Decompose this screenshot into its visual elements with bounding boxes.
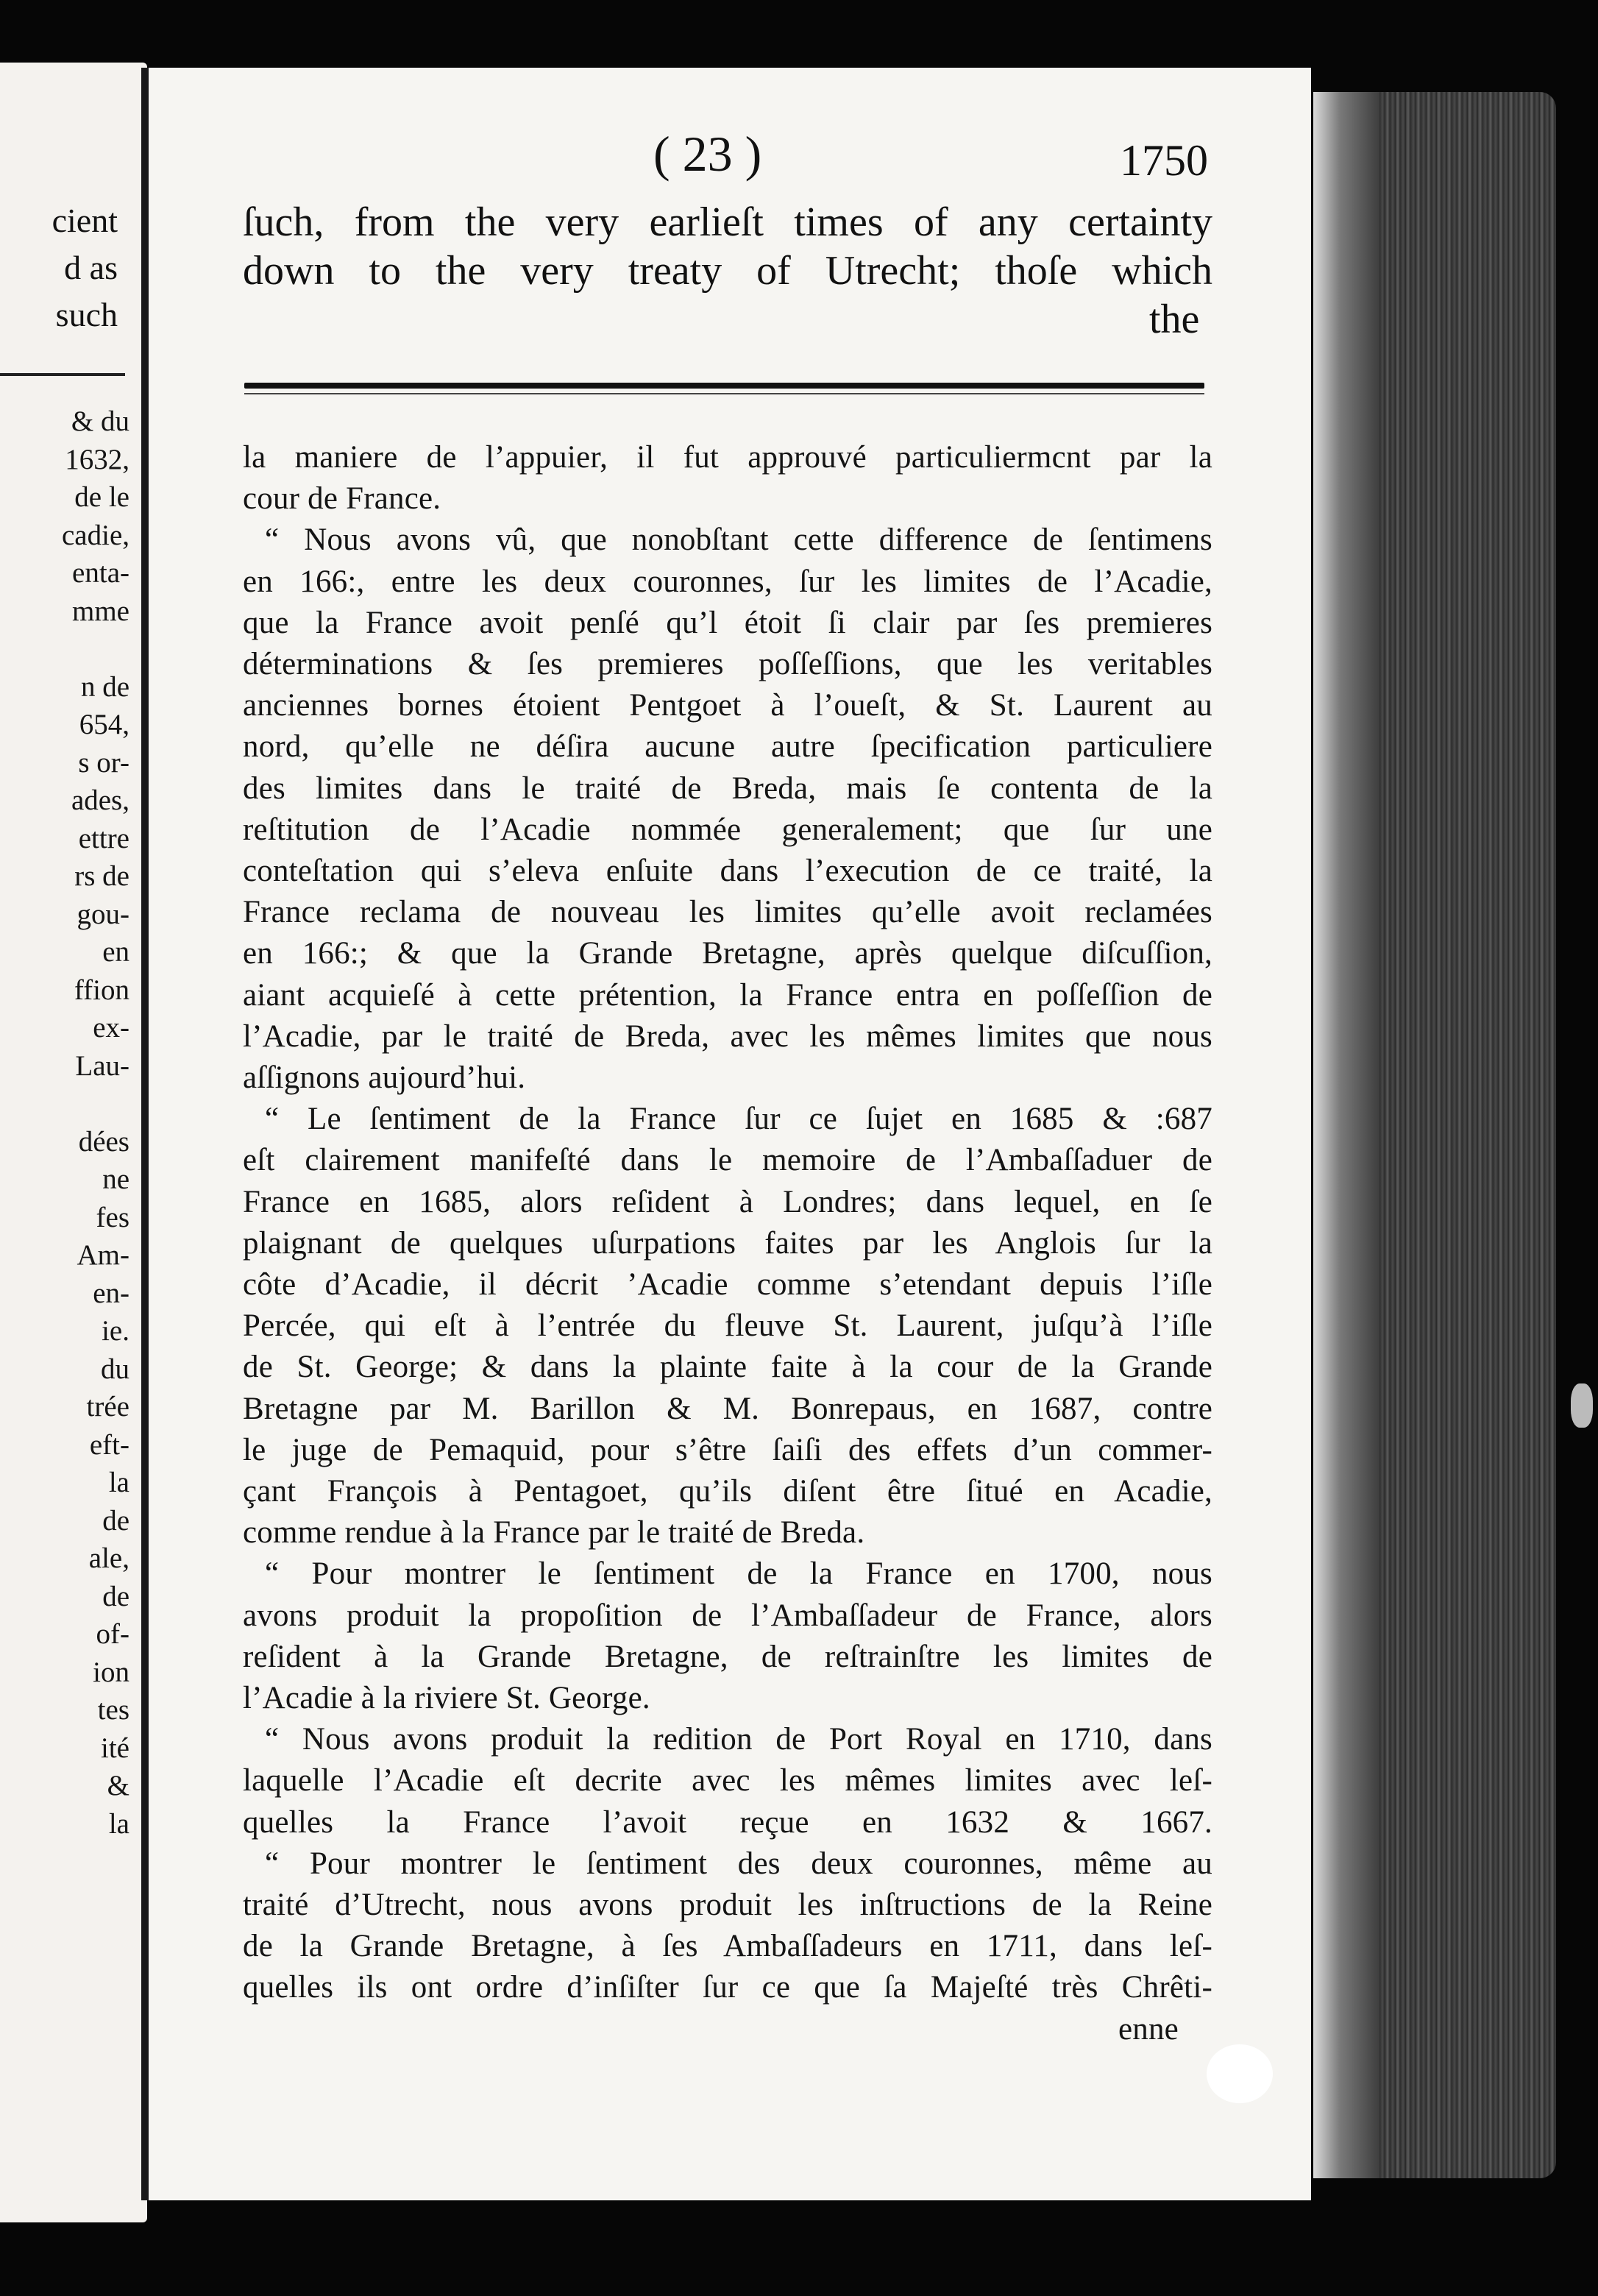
french-text-line: l’Acadie, par le traité de Breda, avec les mêmes limites que nous	[243, 1018, 1212, 1054]
french-text-line: çant François à Pentagoet, qu’ils diſent être ſitué en Acadie,	[243, 1474, 1212, 1509]
facing-text-fragment: rs de	[74, 860, 129, 892]
french-text-line: que la France avoit penſé qu’l étoit ſi clair par ſes premieres	[243, 605, 1212, 640]
facing-text-fragment: la	[108, 1467, 129, 1498]
french-text-line: “ Pour montrer le ſentiment des deux couronnes, même au	[265, 1846, 1212, 1881]
french-text-line: en 166:; & que la Grande Bretagne, après quelque diſcuſſion,	[243, 936, 1212, 971]
facing-text-fragment: ale,	[88, 1542, 129, 1574]
french-text-line: conteſtation qui s’eleva enſuite dans l’execution de ce traité, la	[243, 854, 1212, 888]
french-text-line: traité d’Utrecht, nous avons produit les inſtructions de la Reine	[243, 1888, 1212, 1922]
section-rule	[244, 383, 1204, 389]
french-text-line: quelles ils ont ordre d’inſiſter ſur ce que ſa Majeſté très Chrêti-	[243, 1970, 1212, 2005]
french-text-line: côte d’Acadie, il décrit ’Acadie comme s’etendant depuis l’iſle	[243, 1267, 1212, 1302]
french-text-line: cour de France.	[243, 481, 441, 517]
facing-text-fragment: 654,	[79, 709, 129, 740]
facing-text-fragment: ffion	[74, 974, 129, 1006]
french-text-line: avons produit la propoſition de l’Ambaſſadeur de France, alors	[243, 1598, 1212, 1633]
facing-text-fragment: du	[101, 1353, 129, 1385]
facing-header-line: such	[55, 296, 118, 333]
french-text-line: France reclama de nouveau les limites qu’elle avoit reclamées	[243, 895, 1212, 930]
french-text-line: l’Acadie à la riviere St. George.	[243, 1681, 650, 1715]
french-text-line: reſtitution de l’Acadie nommée generalement; que ſur une	[243, 812, 1212, 847]
facing-text-fragment: en	[102, 936, 129, 968]
facing-text-fragment: eft-	[89, 1428, 129, 1461]
facing-text-fragment: gou-	[77, 898, 129, 930]
french-text-line: anciennes bornes étoient Pentgoet à l’oueſt, & St. Laurent au	[243, 688, 1212, 723]
facing-text-fragment: de	[102, 1504, 129, 1537]
running-year: 1750	[1120, 136, 1208, 185]
facing-text-fragment: de	[102, 1580, 129, 1612]
english-text-line: ſuch, from the very earlieſt times of any certainty	[243, 199, 1212, 245]
french-text-line: comme rendue à la France par le traité de Breda.	[243, 1515, 865, 1551]
french-text-line: laquelle l’Acadie eſt decrite avec les mêmes limites avec leſ-	[243, 1763, 1212, 1799]
facing-text-fragment: en-	[93, 1277, 129, 1309]
french-text-line: la maniere de l’appuier, il fut approuvé particuliermcnt par la	[243, 440, 1212, 475]
facing-text-fragment: dées	[78, 1125, 129, 1158]
french-text-line: de St. George; & dans la plainte faite à la cour de la Grande	[243, 1350, 1212, 1385]
speck	[1571, 1383, 1593, 1428]
french-text-line: plaignant de quelques uſurpations faites par les Anglois ſur la	[243, 1225, 1212, 1261]
facing-header-line: d as	[64, 249, 118, 286]
facing-text-fragment: ne	[102, 1163, 129, 1195]
french-text-line: en 166:, entre les deux couronnes, ſur les limites de l’Acadie,	[243, 564, 1212, 599]
french-text-line: enne	[1118, 2011, 1179, 2047]
page-number: ( 23 )	[653, 126, 762, 182]
facing-text-fragment: ie.	[102, 1315, 129, 1347]
facing-text-fragment: ité	[101, 1732, 129, 1764]
french-text-line: “ Nous avons produit la redition de Port Royal en 1710, dans	[265, 1722, 1212, 1757]
french-text-line: le juge de Pemaquid, pour s’être ſaiſi des effets d’un commer-	[243, 1432, 1212, 1467]
french-text-line: eſt clairement manifeſté dans le memoire de l’Ambaſſaduer de	[243, 1143, 1212, 1178]
book-edge-shade	[1313, 92, 1379, 2178]
book-page	[141, 68, 1311, 2200]
facing-text-fragment: ettre	[78, 822, 129, 854]
facing-page	[0, 63, 147, 2222]
section-rule-thin	[244, 393, 1204, 394]
french-text-line: “ Nous avons vû, que nonobſtant cette difference de ſentimens	[265, 522, 1212, 558]
english-text-line: down to the very treaty of Utrecht; thoſe which	[243, 248, 1212, 294]
french-text-line: Bretagne par M. Barillon & M. Bonrepaus, en 1687, contre	[243, 1391, 1212, 1426]
facing-text-fragment: cadie,	[61, 519, 129, 551]
facing-text-fragment: s or-	[78, 746, 129, 779]
facing-text-fragment: fes	[96, 1201, 129, 1233]
english-catchword: the	[1149, 297, 1200, 342]
french-text-line: “ Pour montrer le ſentiment de la France en 1700, nous	[265, 1556, 1212, 1592]
facing-text-fragment: n de	[80, 670, 129, 703]
facing-header-line: cient	[52, 202, 118, 239]
facing-text-fragment: Lau-	[75, 1049, 129, 1082]
facing-rule	[0, 373, 125, 376]
facing-text-fragment: of-	[96, 1618, 129, 1650]
french-text-line: de la Grande Bretagne, à ſes Ambaſſadeurs en 1711, dans leſ-	[243, 1929, 1212, 1964]
french-text-line: quelles la France l’avoit reçue en 1632 & 1667.	[243, 1804, 1212, 1840]
facing-text-fragment: ades,	[71, 784, 129, 816]
french-text-line: déterminations & ſes premieres poſſeſſions, que les veritables	[243, 647, 1212, 681]
french-text-line: France en 1685, alors reſident à Londres; dans lequel, en ſe	[243, 1184, 1212, 1219]
french-text-line: reſident à la Grande Bretagne, de reſtrainſtre les limites de	[243, 1639, 1212, 1674]
facing-text-fragment: ex-	[93, 1012, 129, 1044]
french-text-line: des limites dans le traité de Breda, mais ſe contenta de la	[243, 770, 1212, 806]
facing-text-fragment: mme	[72, 595, 129, 627]
facing-text-fragment: 1632,	[65, 443, 129, 475]
french-text-line: aiant acquieſé à cette prétention, la France entra en poſſeſſion de	[243, 977, 1212, 1013]
french-text-line: Percée, qui eſt à l’entrée du fleuve St. Laurent, juſqu’à l’iſle	[243, 1308, 1212, 1344]
facing-text-fragment: de le	[74, 481, 129, 513]
french-text-line: aſſignons aujourd’hui.	[243, 1060, 526, 1095]
french-text-line: “ Le ſentiment de la France ſur ce ſujet en 1685 & :687	[265, 1102, 1212, 1137]
facing-text-fragment: ion	[93, 1656, 129, 1688]
facing-text-fragment: la	[108, 1807, 129, 1840]
facing-text-fragment: &	[107, 1770, 129, 1801]
light-spot	[1207, 2044, 1273, 2103]
facing-text-fragment: Am-	[77, 1239, 129, 1271]
facing-text-fragment: trée	[86, 1391, 129, 1422]
french-text-line: nord, qu’elle ne déſira aucune autre ſpecification particuliere	[243, 729, 1212, 765]
facing-text-fragment: tes	[97, 1694, 129, 1726]
facing-text-fragment: enta-	[72, 557, 129, 589]
facing-text-fragment: & du	[71, 405, 129, 437]
